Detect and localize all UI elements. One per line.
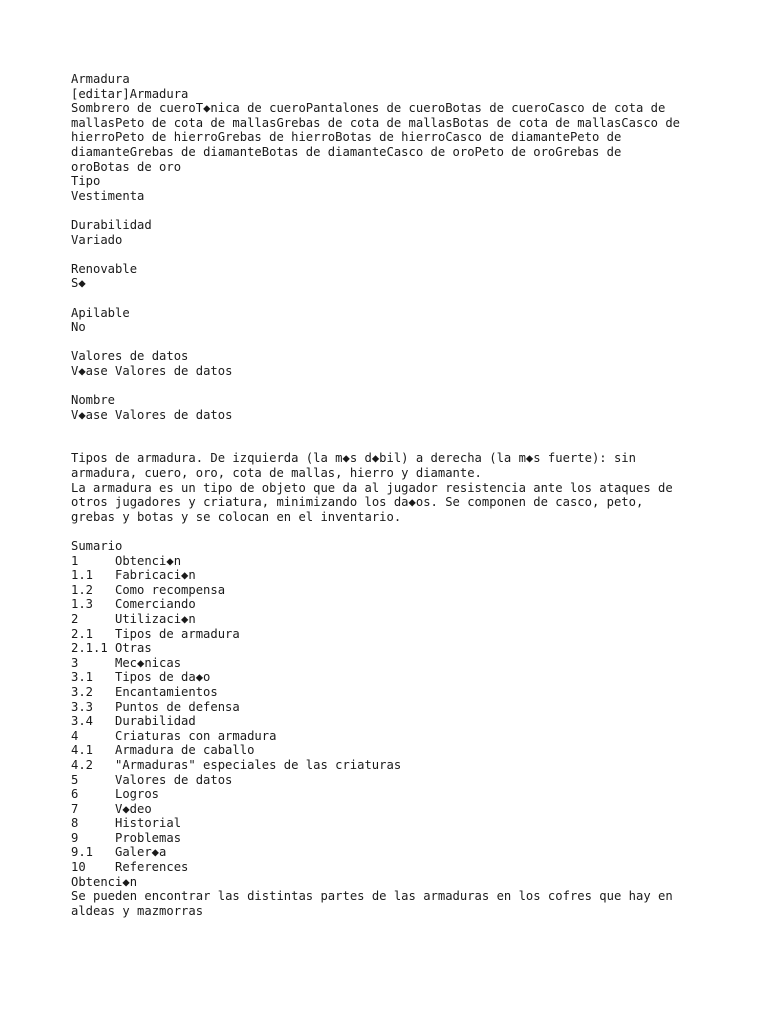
section-body-line: Se pueden encontrar las distintas partes de las armaduras en los cofres que hay en	[71, 889, 673, 904]
table-of-contents	[71, 539, 711, 875]
section-body-line: aldeas y mazmorras	[71, 903, 204, 918]
toc-item-number: 1.2	[71, 582, 94, 597]
toc-item-label[interactable]: Galer◆a	[115, 845, 167, 860]
toc-item-label[interactable]: Historial	[115, 816, 182, 831]
intro-line: grebas y botas y se colocan en el inventario.	[71, 509, 402, 524]
toc-item-label[interactable]: Comerciando	[115, 597, 196, 612]
toc-item[interactable]	[71, 554, 711, 569]
spacer	[71, 291, 711, 306]
toc-item-label[interactable]: Tipos de da◆o	[115, 670, 211, 685]
toc-item-label[interactable]: Obtenci◆n	[115, 553, 182, 568]
toc-item-label[interactable]: V◆deo	[115, 801, 152, 816]
armor-list-line[interactable]: mallasPeto de cota de mallasGrebas de cota de mallasBotas de cota de mallasCasco de	[71, 115, 681, 130]
toc-item[interactable]	[71, 700, 711, 715]
image-caption	[71, 451, 711, 480]
toc-item-number: 3.4	[71, 714, 94, 729]
property-value-durability: Variado	[71, 232, 123, 247]
spacer	[71, 378, 711, 393]
toc-item-label[interactable]: Durabilidad	[115, 714, 196, 729]
toc-item-number: 9	[71, 830, 79, 845]
edit-link[interactable]: [editar]Armadura	[71, 86, 189, 101]
intro-line: otros jugadores y criatura, minimizando los da◆os. Se componen de casco, peto,	[71, 495, 644, 510]
toc-item-label[interactable]: Logros	[115, 787, 160, 802]
toc-item-label[interactable]: "Armaduras" especiales de las criaturas	[115, 757, 402, 772]
intro-paragraph	[71, 481, 711, 525]
toc-item-label[interactable]: Armadura de caballo	[115, 743, 255, 758]
property-label-stackable: Apilable	[71, 305, 130, 320]
toc-item[interactable]	[71, 758, 711, 773]
property-value-type: Vestimenta	[71, 188, 145, 203]
toc-item[interactable]	[71, 685, 711, 700]
toc-item-label[interactable]: References	[115, 860, 189, 875]
armor-list-line[interactable]: Sombrero de cueroT◆nica de cueroPantalones de cueroBotas de cueroCasco de cota de	[71, 101, 666, 116]
toc-item-label[interactable]: Fabricaci◆n	[115, 568, 196, 583]
toc-item-number: 3	[71, 655, 79, 670]
property-value-renewable: S◆	[71, 276, 86, 291]
toc-item-label[interactable]: Valores de datos	[115, 772, 233, 787]
property-label-name: Nombre	[71, 393, 116, 408]
toc-title: Sumario	[71, 539, 123, 553]
armor-list-line[interactable]: oroBotas de oro	[71, 159, 182, 174]
toc-item-number: 2.1.1	[71, 641, 108, 656]
property-value-data-values[interactable]: V◆ase Valores de datos	[71, 363, 233, 378]
toc-item[interactable]	[71, 860, 711, 875]
toc-item-number: 4.2	[71, 757, 94, 772]
toc-item-label[interactable]: Criaturas con armadura	[115, 728, 277, 743]
intro-line: La armadura es un tipo de objeto que da al jugador resistencia ante los ataques de	[71, 480, 673, 495]
infobox-properties	[71, 174, 711, 422]
toc-list	[71, 554, 711, 875]
toc-item-label[interactable]: Como recompensa	[115, 582, 226, 597]
toc-item[interactable]	[71, 670, 711, 685]
toc-item-number: 3.2	[71, 684, 94, 699]
armor-list-line[interactable]: diamanteGrebas de diamanteBotas de diamanteCasco de oroPeto de oroGrebas de	[71, 144, 622, 159]
spacer	[71, 524, 711, 539]
toc-item-number: 4	[71, 728, 79, 743]
toc-item-number: 3.3	[71, 699, 94, 714]
spacer	[71, 422, 711, 437]
toc-item[interactable]	[71, 802, 711, 817]
toc-item-number: 1.3	[71, 597, 94, 612]
caption-line: Tipos de armadura. De izquierda (la m◆s d◆bil) a derecha (la m◆s fuerte): sin	[71, 451, 636, 466]
toc-item[interactable]	[71, 612, 711, 627]
toc-item-number: 1.1	[71, 568, 94, 583]
toc-item-label[interactable]: Otras	[115, 641, 152, 656]
toc-item[interactable]	[71, 583, 711, 598]
toc-item-label[interactable]: Mec◆nicas	[115, 655, 182, 670]
toc-item-number: 8	[71, 816, 79, 831]
toc-item-number: 6	[71, 787, 79, 802]
section-obtencion	[71, 875, 711, 919]
toc-item-label[interactable]: Encantamientos	[115, 684, 218, 699]
toc-item-number: 3.1	[71, 670, 94, 685]
toc-item[interactable]	[71, 743, 711, 758]
toc-item-number: 10	[71, 860, 86, 875]
property-value-stackable: No	[71, 320, 86, 335]
toc-item[interactable]	[71, 816, 711, 831]
toc-item[interactable]	[71, 787, 711, 802]
spacer	[71, 437, 711, 452]
spacer	[71, 203, 711, 218]
toc-item-label[interactable]: Utilizaci◆n	[115, 611, 196, 626]
property-label-renewable: Renovable	[71, 261, 138, 276]
toc-item[interactable]	[71, 773, 711, 788]
toc-item[interactable]	[71, 627, 711, 642]
toc-item[interactable]	[71, 568, 711, 583]
toc-item-label[interactable]: Problemas	[115, 830, 182, 845]
toc-item[interactable]	[71, 597, 711, 612]
toc-item[interactable]	[71, 831, 711, 846]
toc-item-label[interactable]: Tipos de armadura	[115, 626, 240, 641]
toc-item[interactable]	[71, 845, 711, 860]
document-body	[71, 72, 711, 918]
caption-line: armadura, cuero, oro, cota de mallas, hierro y diamante.	[71, 466, 482, 481]
spacer	[71, 247, 711, 262]
toc-item-number: 7	[71, 801, 79, 816]
armor-list	[71, 101, 711, 174]
toc-item-number: 9.1	[71, 845, 94, 860]
section-heading: Obtenci◆n	[71, 874, 138, 889]
property-label-data-values: Valores de datos	[71, 349, 189, 364]
property-value-name[interactable]: V◆ase Valores de datos	[71, 407, 233, 422]
toc-item[interactable]	[71, 714, 711, 729]
toc-item[interactable]	[71, 656, 711, 671]
toc-item-number: 5	[71, 772, 79, 787]
toc-item-number: 1	[71, 553, 79, 568]
armor-list-line[interactable]: hierroPeto de hierroGrebas de hierroBotas de hierroCasco de diamantePeto de	[71, 130, 622, 145]
toc-item[interactable]	[71, 641, 711, 656]
toc-item-label[interactable]: Puntos de defensa	[115, 699, 240, 714]
toc-item-number: 2.1	[71, 626, 94, 641]
toc-item-number: 4.1	[71, 743, 94, 758]
toc-item[interactable]	[71, 729, 711, 744]
property-label-type: Tipo	[71, 174, 101, 189]
spacer	[71, 335, 711, 350]
toc-item-number: 2	[71, 611, 79, 626]
page-title: Armadura	[71, 72, 130, 86]
property-label-durability: Durabilidad	[71, 217, 152, 232]
